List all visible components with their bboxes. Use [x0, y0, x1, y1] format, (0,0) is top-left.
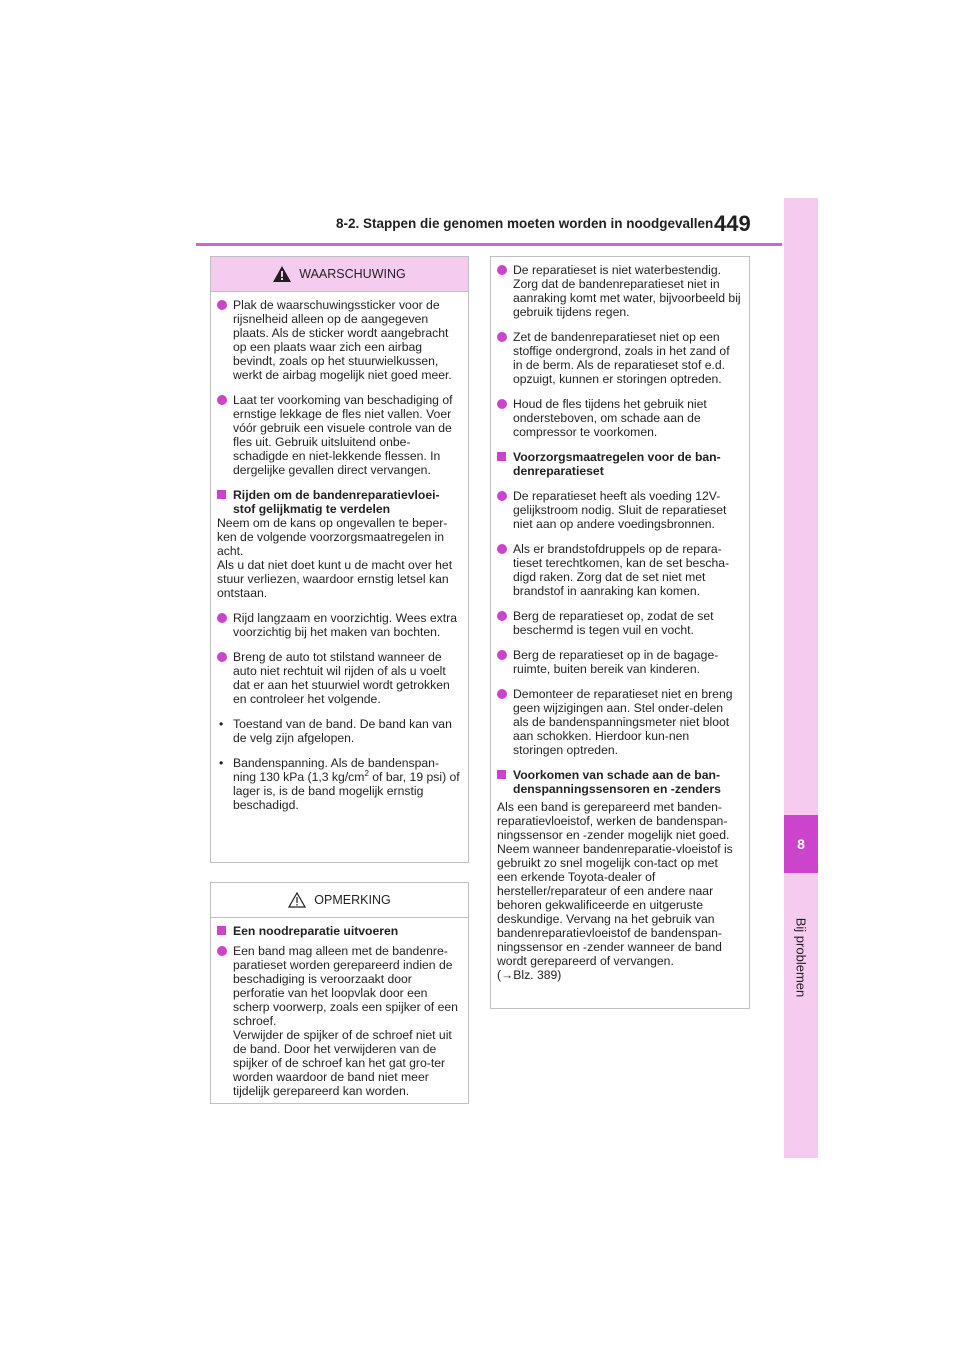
section-header-title: 8-2. Stappen die genomen moeten worden in noodgevallen — [336, 216, 714, 231]
list-item: Houd de fles tijdens het gebruik niet ondersteboven, om schade aan de compressor te voorkomen. — [497, 397, 741, 439]
list-item: De reparatieset heeft als voeding 12V-gelijkstroom nodig. Sluit de reparatieset niet aan op andere voedingsbronnen. — [497, 489, 741, 531]
sub-item: • Bandenspanning. Als de bandenspan-ning 130 kPa (1,3 $kg/cm^2$ of bar, 19 psi) of lager is, is de band mogelijk ernstig beschadigd. — [219, 756, 460, 812]
bullet-dot-icon — [217, 652, 227, 662]
section-heading: Rijden om de bandenreparatievloei-stof gelijkmatig te verdelen — [217, 488, 460, 516]
bullet-dot-icon — [497, 544, 507, 554]
bullet-dot-icon — [497, 689, 507, 699]
list-item: Als er brandstofdruppels op de repara-tieset terechtkomen, kan de set bescha-digd raken. Zorg dat de set niet met brandstof in aanraking kan komen. — [497, 542, 741, 598]
list-item: Plak de waarschuwingssticker voor de rijsnelheid alleen op de aangegeven plaats. Als de sticker wordt aangebracht op een plaats waar zich een airbag bevindt, zoals op het stuurwielkussen, werkt de airbag mogelijk niet goed meer. — [217, 298, 460, 382]
warning-header — [211, 257, 468, 292]
bullet-dot-icon — [497, 491, 507, 501]
section-heading: Voorkomen van schade aan de ban-denspanningssensoren en -zenders — [497, 768, 741, 796]
notice-title: OPMERKING — [314, 893, 391, 907]
bullet-dot-icon — [497, 399, 507, 409]
warning-box-continued — [490, 256, 750, 1009]
list-item: Berg de reparatieset op, zodat de set beschermd is tegen vuil en vocht. — [497, 609, 741, 637]
list-item: Laat ter voorkoming van beschadiging of ernstige lekkage de fles niet vallen. Voer vóór gebruik een visuele controle van de fles uit. Gebruik uitsluitend onbe-schadigde en niet-lekkende flessen. In dergelijke gevallen direct vervangen. — [217, 393, 460, 477]
paragraph: Als een band is gerepareerd met banden-reparatievloeistof, werken de bandenspan-ningssensor en -zender mogelijk niet goed. Neem wanneer bandenreparatie-vloeistof is gebruikt zo snel mogelijk con-tact op met een erkende Toyota-dealer of hersteller/reparateur of een andere naar behoren gekwalificeerde en uitgeruste deskundige. Vervang na het gebruik van bandenreparatievloeistof de bandenspan-ningssensor en -zender wanneer de band wordt gerepareerd of vervangen. — [497, 800, 733, 968]
bullet-dot-icon — [217, 613, 227, 623]
bullet-dot-icon — [497, 332, 507, 342]
sub-item: • Toestand van de band. De band kan van de velg zijn afgelopen. — [219, 717, 452, 745]
chapter-label: Bij problemen — [793, 917, 809, 998]
bullet-dot-icon — [497, 650, 507, 660]
list-item: De reparatieset is niet waterbestendig. Zorg dat de bandenreparatieset niet in aanraking komt met water, bijvoorbeeld bij gebruik tijdens regen. — [497, 263, 741, 319]
bullet-square-icon — [217, 926, 226, 935]
paragraph: Neem om de kans op ongevallen te beper-ken de volgende voorzorgsmaatregelen in acht. — [217, 516, 448, 558]
page-number: 449 — [714, 211, 751, 236]
bullet-dot-icon — [217, 946, 227, 956]
bullet-dot-icon — [497, 611, 507, 621]
page-reference: (→Blz. 389) — [497, 968, 562, 982]
list-item: Breng de auto tot stilstand wanneer de auto niet rechtuit wil rijden of als u voelt dat er aan het stuurwiel wordt getrokken en controleer het volgende. — [217, 650, 460, 706]
chapter-number: 8 — [784, 815, 818, 873]
bullet-dot-icon — [217, 300, 227, 310]
bullet-square-icon — [497, 770, 506, 779]
side-tab — [784, 198, 818, 1158]
bullet-square-icon — [217, 490, 226, 499]
warning-triangle-icon — [273, 266, 291, 282]
list-item: Berg de reparatieset op in de bagage-ruimte, buiten bereik van kinderen. — [497, 648, 741, 676]
warning-title: WAARSCHUWING — [299, 267, 406, 281]
list-item: Rijd langzaam en voorzichtig. Wees extra voorzichtig bij het maken van bochten. — [217, 611, 460, 639]
list-item: Een band mag alleen met de bandenre-paratieset worden gerepareerd indien de beschadiging is veroorzaakt door perforatie van het loopvlak door een scherp voorwerp, zoals een spijker of een schroef. Verwijder de spijker of de schroef niet uit de band. Door het verwijderen van de spijker of de schroef kan het gat gro-ter worden waardoor de band niet meer tijdelijk gerepareerd kan worden. — [217, 944, 460, 1098]
section-heading: Voorzorgsmaatregelen voor de ban-denreparatieset — [497, 450, 741, 478]
bullet-dot-icon — [497, 265, 507, 275]
list-item: Zet de bandenreparatieset niet op een stoffige ondergrond, zoals in het zand of in de berm. Als de reparatieset stof e.d. opzuigt, kunnen er storingen optreden. — [497, 330, 741, 386]
header-rule — [196, 243, 782, 246]
bullet-dot-icon — [217, 395, 227, 405]
section-heading: Een noodreparatie uitvoeren — [217, 924, 460, 938]
paragraph: Als u dat niet doet kunt u de macht over het stuur verliezen, waardoor ernstig letsel kan ontstaan. — [217, 558, 453, 600]
list-item: Demonteer de reparatieset niet en breng geen wijzigingen aan. Stel onder-delen als de bandenspanningsmeter niet bloot aan schokken. Hierdoor kun-nen storingen optreden. — [497, 687, 741, 757]
notice-header — [211, 883, 468, 918]
warning-box — [210, 256, 469, 863]
notice-box — [210, 882, 469, 1104]
notice-triangle-icon — [288, 892, 306, 908]
bullet-square-icon — [497, 452, 506, 461]
